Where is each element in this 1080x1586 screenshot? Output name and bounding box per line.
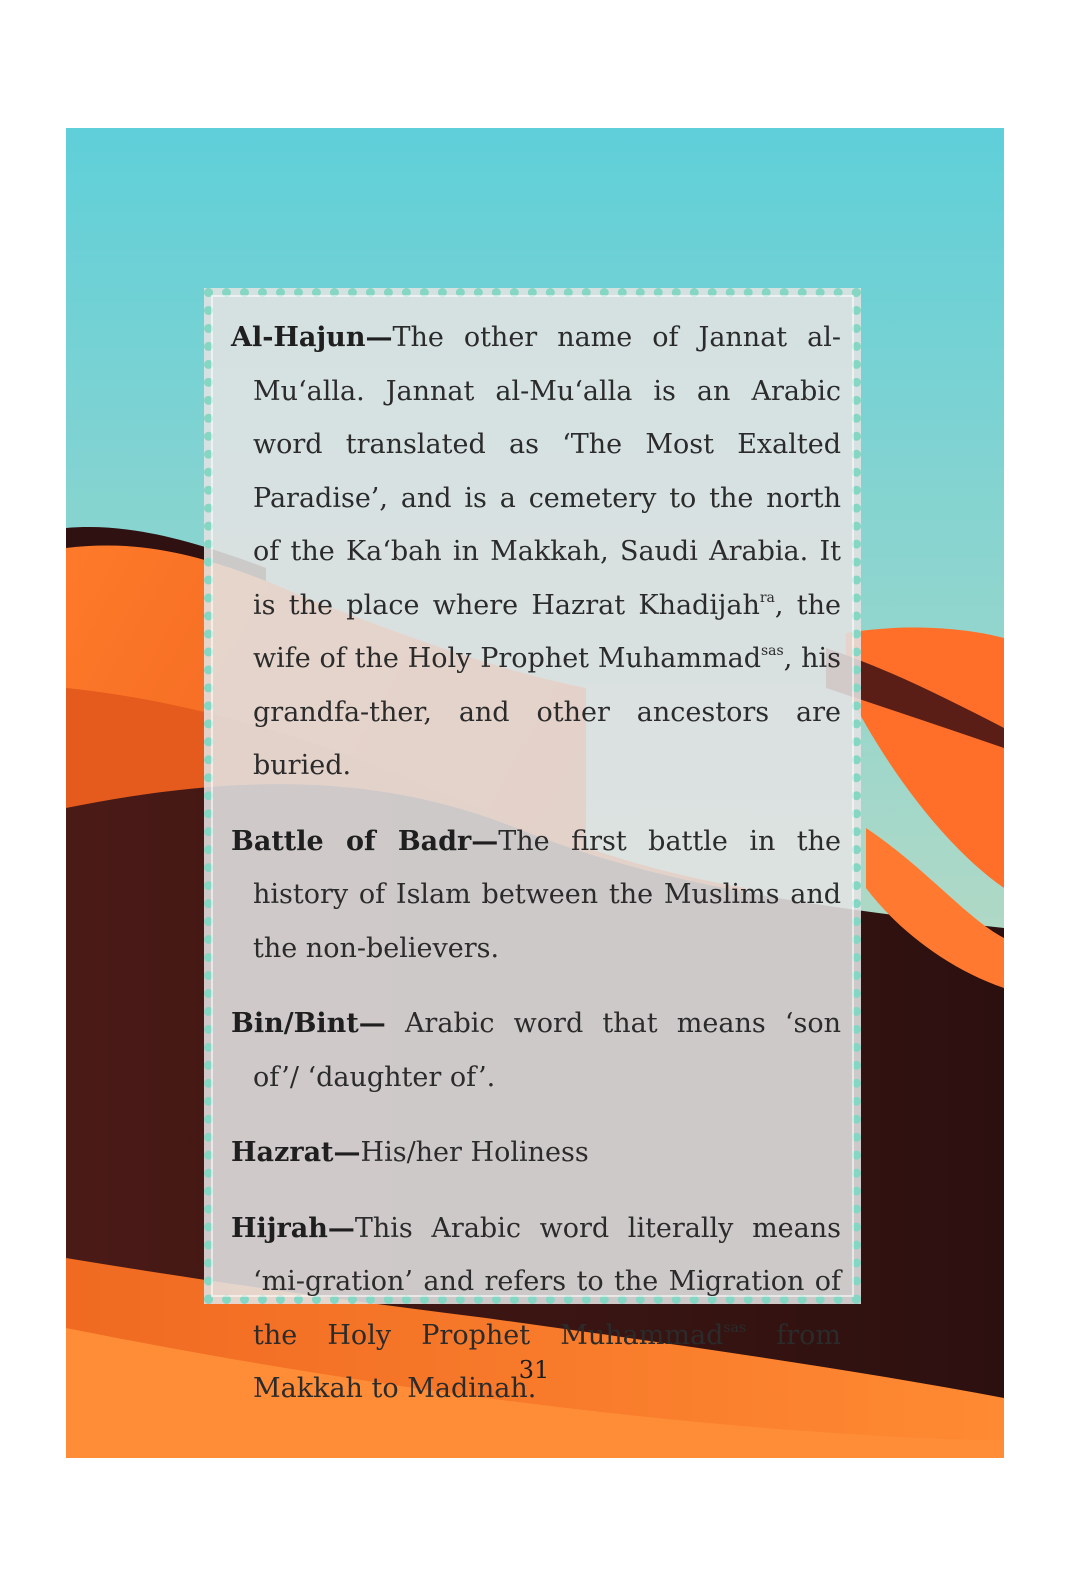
honorific-superscript: ra — [759, 589, 775, 606]
glossary-entry-al-hajun — [231, 311, 841, 793]
glossary-term: Bin/Bint— — [231, 1008, 386, 1039]
glossary-entry-hazrat — [231, 1126, 841, 1180]
glossary-definition: Arabic word that means ‘son of’/ ‘daughter of’. — [253, 1008, 841, 1093]
glossary-definition: The other name of Jannat al-Mu‘alla. Jannat al-Mu‘alla is an Arabic word translated as ‘The Most Exalted Paradise’, and is a cemetery to the north of the Ka‘bah in Makkah, Saudi Arabia. It is the place where Hazrat Khadijah — [253, 322, 841, 621]
glossary-definition: , his grandfa-ther, and other ancestors are buried. — [253, 643, 841, 781]
glossary-definition: , the wife of the Holy Prophet Muhammad — [253, 589, 841, 674]
glossary-definition: The first battle in the history of Islam between the Muslims and the non-believers. — [253, 825, 842, 964]
glossary-term: Al-Hajun— — [231, 322, 393, 353]
glossary-definition: This Arabic word literally means ‘mi-gration’ and refers to the Migration of the Holy Prophet Muhammad — [253, 1212, 841, 1351]
glossary-term: Battle of Badr— — [231, 825, 499, 857]
glossary-term: Hazrat— — [231, 1137, 361, 1168]
glossary-entry-bin-bint — [231, 997, 841, 1104]
glossary-list — [231, 311, 841, 1438]
page-number: 31 — [518, 1356, 550, 1384]
glossary-term: Hijrah— — [231, 1212, 355, 1244]
glossary-entry-battle-of-badr — [231, 815, 841, 976]
glossary-definition: from Makkah to Madinah. — [253, 1319, 842, 1404]
honorific-superscript: sas — [760, 643, 784, 659]
glossary-definition: His/her Holiness — [360, 1137, 589, 1168]
honorific-superscript: sas — [723, 1319, 747, 1336]
